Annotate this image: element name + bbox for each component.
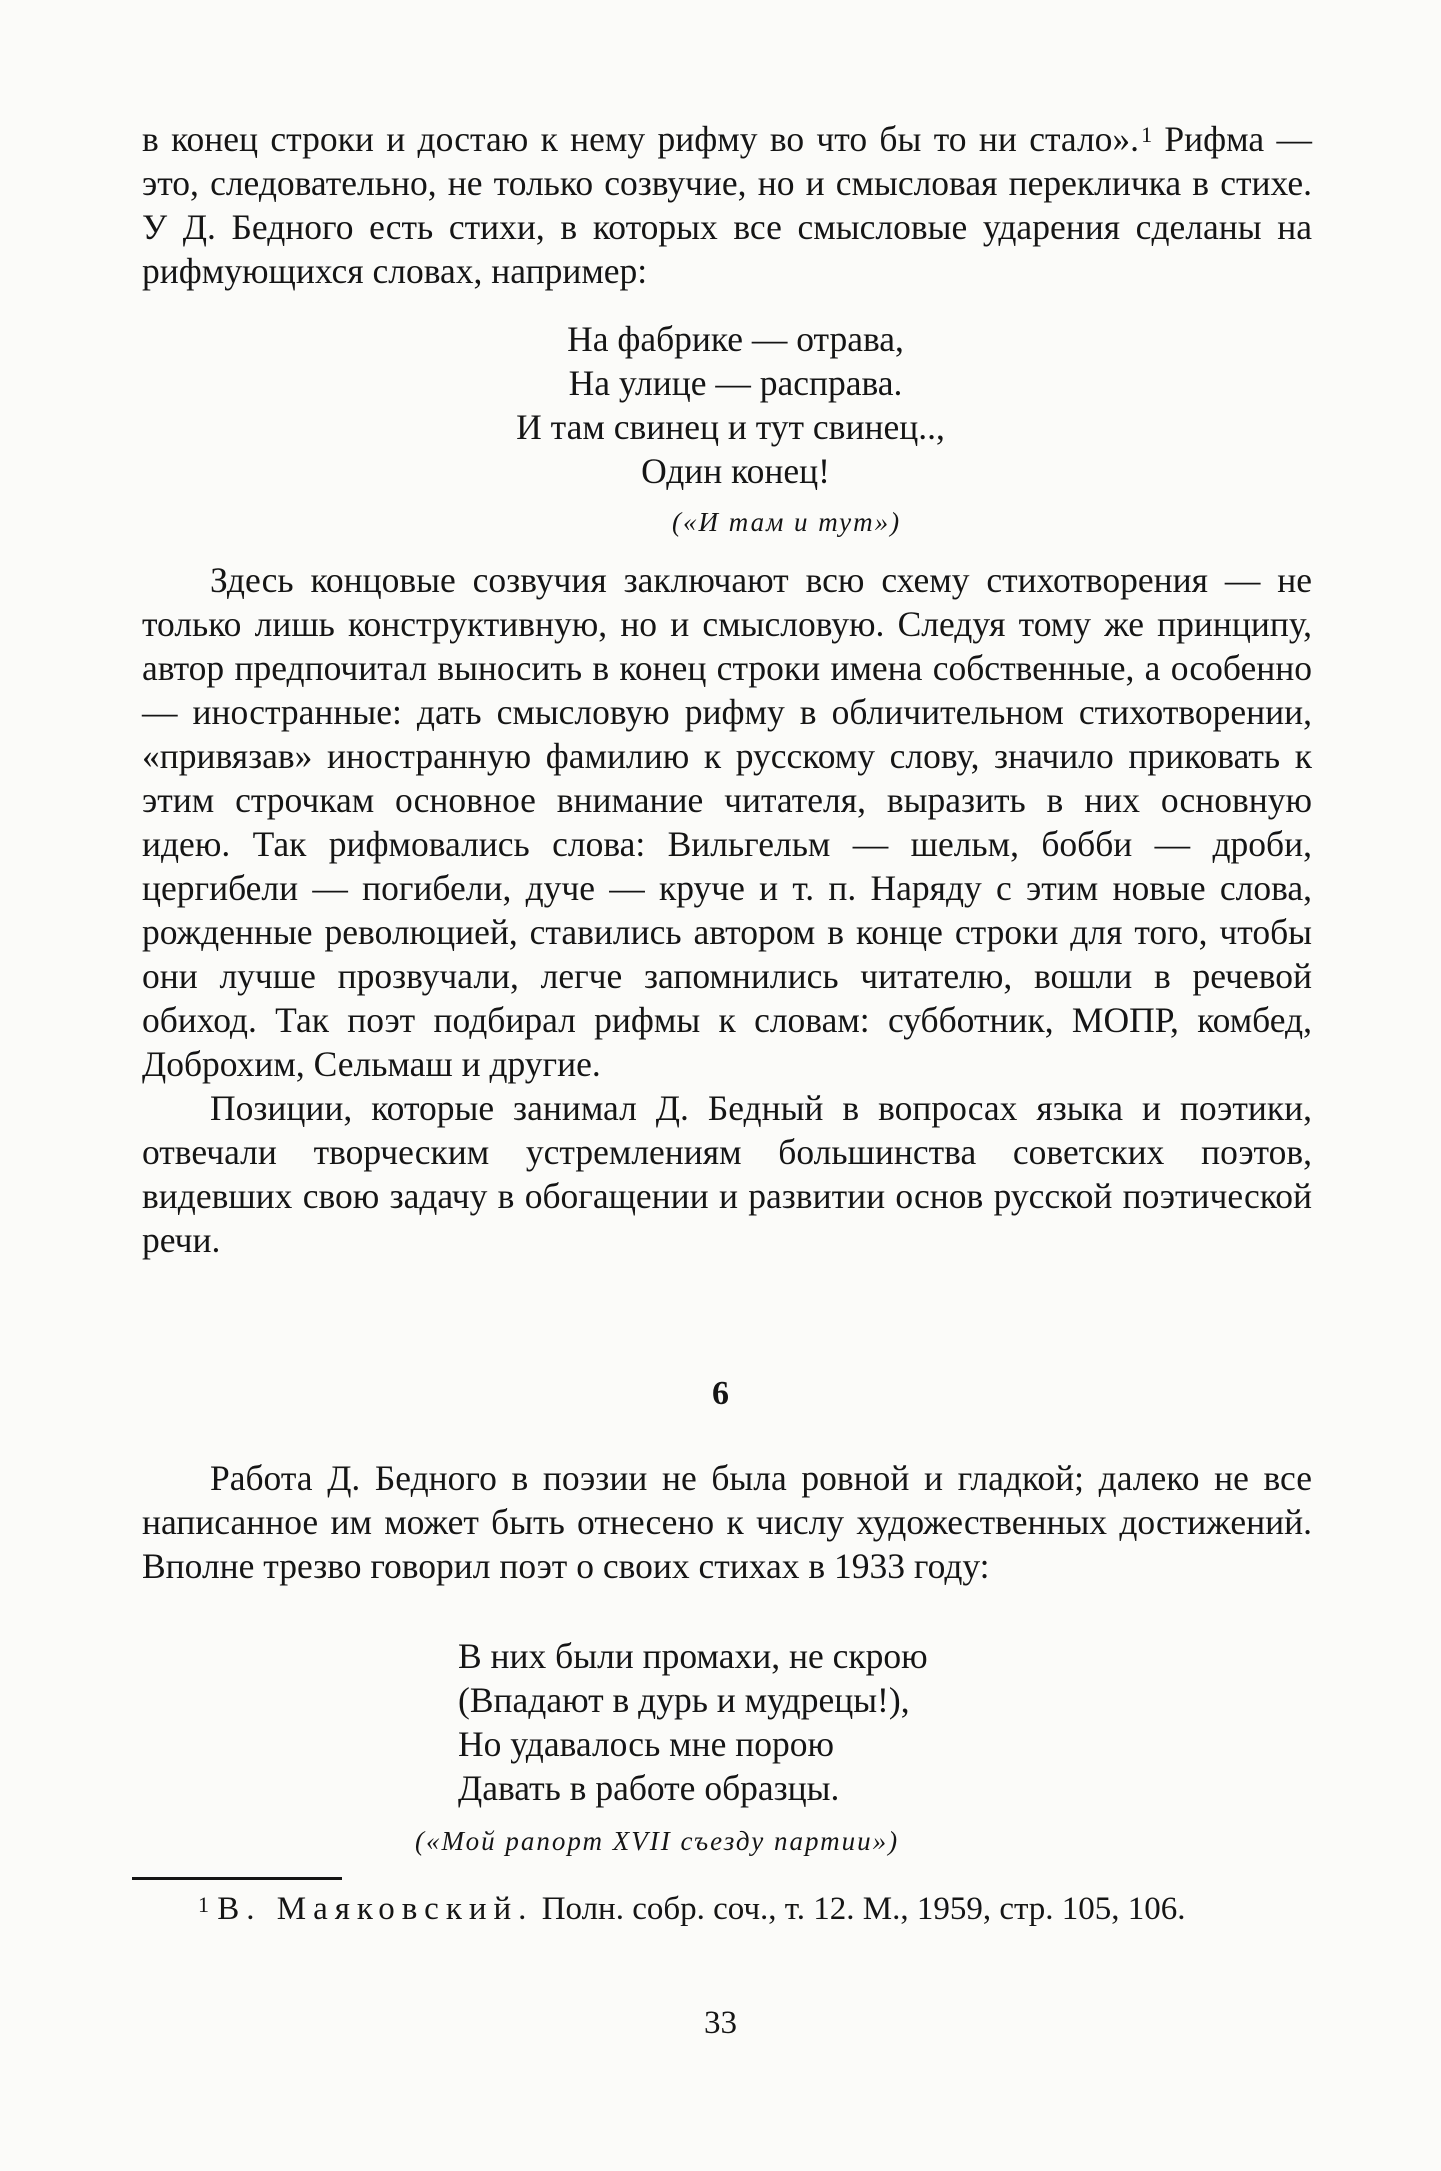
poem-quote-1 (0, 317, 1441, 493)
section-number: 6 (712, 1375, 729, 1412)
footnote-author: В. Маяковский. (217, 1891, 534, 1927)
footnote-marker[interactable]: 1 (1141, 122, 1153, 147)
poem-line: Давать в работе образцы. (458, 1768, 840, 1808)
footnote (142, 1888, 1312, 1930)
poem-line: На фабрике — отрава, (567, 319, 904, 359)
paragraph-continuation (142, 117, 1312, 293)
footnote-number: 1 (198, 1892, 209, 1917)
paragraph-text: в конец строки и достаю к нему рифму во что бы то ни стало». (142, 119, 1140, 159)
poem-line: На улице — расправа. (568, 363, 903, 403)
poem-line: В них были промахи, не скрою (458, 1636, 928, 1676)
poem-line: Один конец! (641, 451, 830, 491)
poem-quote-2 (458, 1634, 928, 1810)
paragraph-block (142, 558, 1312, 1262)
footnote-divider (132, 1877, 342, 1880)
paragraph: Позиции, которые занимал Д. Бедный в вопросах языка и поэтики, отвечали творческим устремлениям большинства советских поэтов, видевших свою задачу в обогащении и развитии основ русской поэтической речи. (142, 1088, 1312, 1260)
paragraph: Здесь концовые созвучия заключают всю схему стихотворения — не только лишь конструктивную, но и смысловую. Следуя тому же принципу, автор предпочитал выносить в конец строки имена собственные, а особенно — иностранные: дать смысловую рифму в обличительном стихотворении, «привязав» иностранную фамилию к русскому слову, значило приковать к этим строчкам основное внимание читателя, выразить в них основную идею. Так рифмовались слова: Вильгельм — шельм, бобби — дроби, цергибели — погибели, дуче — круче и т. п. Наряду с этим новые слова, рожденные революцией, ставились автором в конце строки для того, чтобы они лучше прозвучали, легче запомнились читателю, вошли в речевой обиход. Так поэт подбирал рифмы к словам: субботник, МОПР, комбед, Доброхим, Сельмаш и другие. (142, 560, 1312, 1084)
paragraph-block-2 (142, 1456, 1312, 1588)
paragraph: Работа Д. Бедного в поэзии не была ровной и гладкой; далеко не все написанное им может быть отнесено к числу художественных достижений. Вполне трезво говорил поэт о своих стихах в 1933 году: (142, 1458, 1312, 1586)
page-number: 33 (704, 2005, 737, 2041)
paragraph-text-rest: Рифма — это, следовательно, не только созвучие, но и смысловая перекличка в стихе. У Д. Бедного есть стихи, в которых все смысловые ударения сделаны на рифмующихся словах, например: (142, 119, 1312, 291)
poem-line: Но удавалось мне порою (458, 1724, 834, 1764)
poem-source-2: («Мой рапорт XVII съезду партии») (415, 1826, 900, 1856)
poem-line: (Впадают в дурь и мудрецы!), (458, 1680, 910, 1720)
poem-source-1: («И там и тут») (672, 507, 902, 537)
footnote-reference: Полн. собр. соч., т. 12. М., 1959, стр. 105, 106. (533, 1891, 1186, 1927)
poem-line: И там свинец и тут свинец.., (516, 407, 945, 447)
